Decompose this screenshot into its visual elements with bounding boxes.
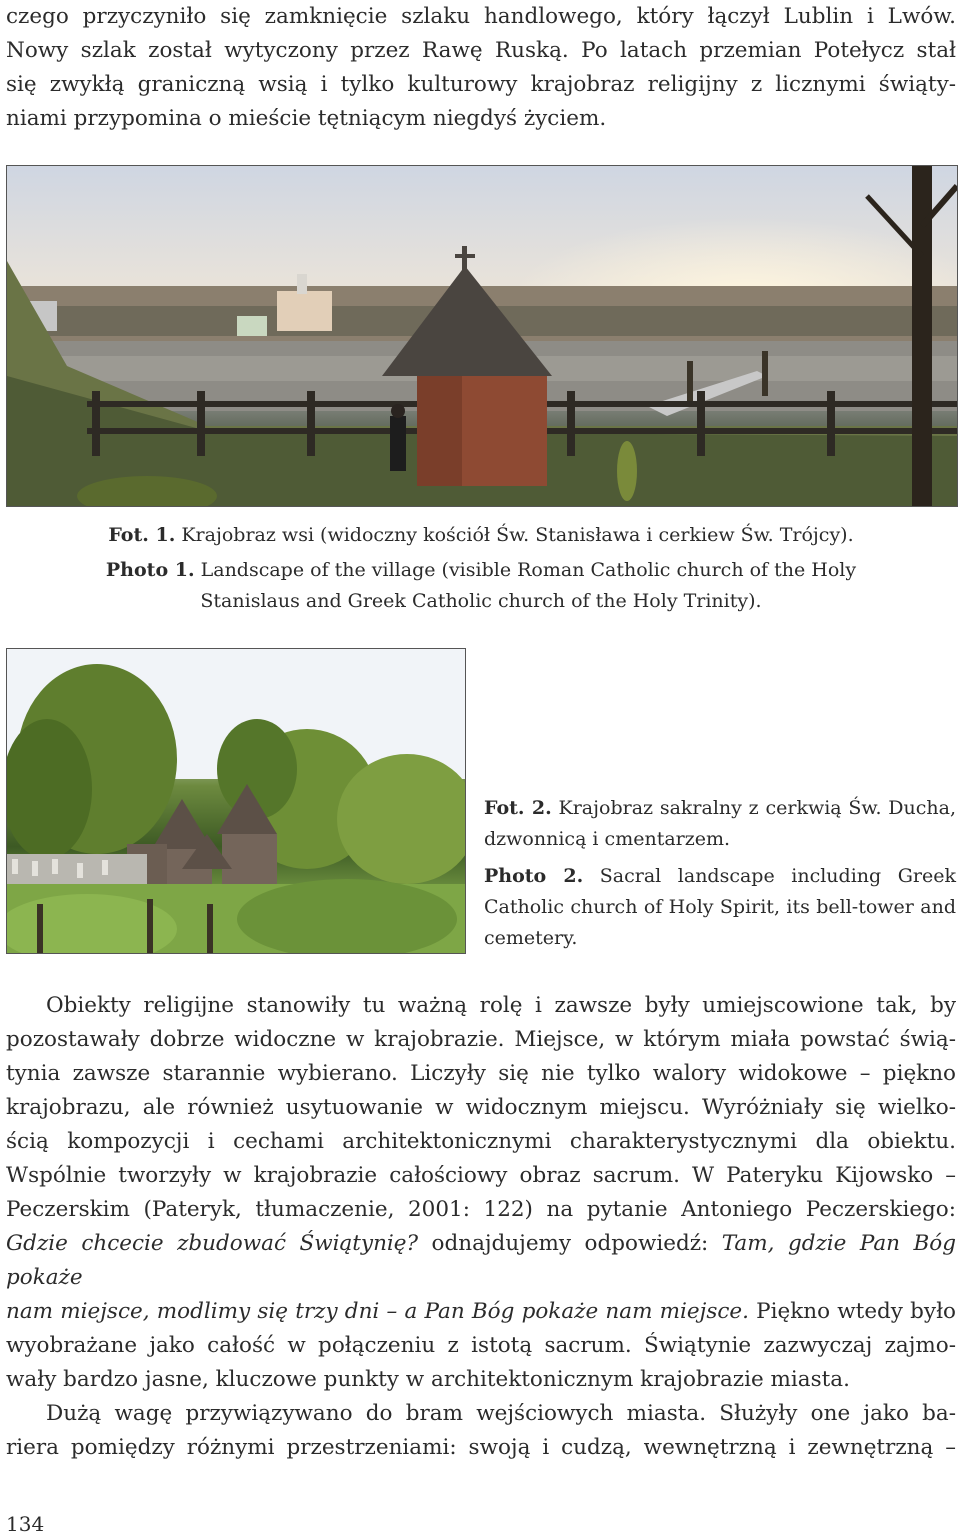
intro-line-3: się zwykłą graniczną wsią i tylko kulturowy krajobraz religijny z licznymi świąty-: [6, 72, 956, 97]
body-p2-line-1: Dużą wagę przywiązywano do bram wejściowych miasta. Służyły one jako ba-: [46, 1401, 956, 1426]
figure-2-caption-en: [484, 861, 956, 954]
figure-2-label-pl: Fot. 2.: [484, 797, 552, 819]
figure-1-caption: [6, 520, 956, 617]
body-p1-line-8: [6, 1227, 956, 1295]
body-p1-line-9: [6, 1295, 956, 1329]
body-paragraph-2: [6, 1397, 956, 1465]
figure-1-caption-en-line-1: [6, 555, 956, 586]
intro-line-1: czego przyczyniło się zamknięcie szlaku handlowego, który łączył Lublin i Lwów.: [6, 4, 956, 29]
figure-1-caption-pl: [6, 520, 956, 551]
figure-1-text-pl: Krajobraz wsi (widoczny kościół Św. Stanisława i cerkiew Św. Trójcy).: [175, 524, 854, 546]
quote-answer-start: Tam, gdzie Pan Bóg pokaże: [6, 1231, 956, 1290]
figure-1-label-en: Photo 1.: [105, 559, 195, 581]
figure-2-text-pl: Krajobraz sakralny z cerkwią Św. Ducha, dzwonnicą i cmentarzem.: [484, 797, 956, 850]
body-p1-line-3: tynia zawsze starannie wybierano. Liczyły się nie tylko walory widokowe – piękno: [6, 1061, 956, 1086]
body-p1-line-2: pozostawały dobrze widoczne w krajobrazie. Miejsce, w którym miała powstać świą-: [6, 1027, 956, 1052]
body-p1-line-4: krajobrazu, ale również usytuowanie w widocznym miejscu. Wyróżniały się wielko-: [6, 1095, 956, 1120]
page-number: 134: [6, 1512, 45, 1536]
photo-village-landscape: [6, 165, 958, 507]
body-text: [6, 989, 956, 1465]
figure-2-text-en: Sacral landscape including Greek Catholic church of Holy Spirit, its bell-tower and cemetery.: [484, 865, 956, 949]
intro-paragraph: [6, 0, 956, 136]
figure-1-text-en-2: Stanislaus and Greek Catholic church of the Holy Trinity).: [200, 590, 762, 612]
intro-line-4: niami przypomina o mieście tętniącym niegdyś życiem.: [6, 106, 607, 131]
body-p1-line-9-text: Piękno wtedy było: [748, 1299, 956, 1324]
body-p1-line-8-text: odnajdujemy odpowiedź:: [418, 1231, 722, 1256]
figure-2-caption: [484, 793, 956, 960]
figure-1-label-pl: Fot. 1.: [108, 524, 176, 546]
body-paragraph-1: [6, 989, 956, 1397]
photo-2-illustration: [7, 649, 465, 953]
quote-answer-end: nam miejsce, modlimy się trzy dni – a Pan Bóg pokaże nam miejsce.: [6, 1299, 749, 1324]
figure-1-text-en-1: Landscape of the village (visible Roman Catholic church of the Holy: [194, 559, 857, 581]
quote-question: Gdzie chcecie zbudować Świątynię?: [6, 1231, 419, 1256]
body-p2-line-2: riera pomiędzy różnymi przestrzeniami: swoją i cudzą, wewnętrzną i zewnętrzną –: [6, 1435, 956, 1460]
photo-1-illustration: [7, 166, 957, 506]
body-p1-line-11: wały bardzo jasne, kluczowe punkty w architektonicznym krajobrazie miasta.: [6, 1367, 850, 1392]
body-p1-line-5: ścią kompozycji i cechami architektonicznymi charakterystycznymi dla obiektu.: [6, 1129, 956, 1154]
photo-sacral-landscape: [6, 648, 466, 954]
figure-2-label-en: Photo 2.: [484, 865, 584, 887]
body-p1-line-7: Peczerskim (Pateryk, tłumaczenie, 2001: 122) na pytanie Antoniego Peczerskiego:: [6, 1197, 956, 1222]
body-p1-line-10: wyobrażane jako całość w połączeniu z istotą sacrum. Świątynie zazwyczaj zajmo-: [6, 1333, 956, 1358]
body-p1-line-1: Obiekty religijne stanowiły tu ważną rolę i zawsze były umiejscowione tak, by: [46, 993, 956, 1018]
figure-2-caption-pl: [484, 793, 956, 855]
intro-line-2: Nowy szlak został wytyczony przez Rawę Ruską. Po latach przemian Potełycz stał: [6, 38, 956, 63]
body-p1-line-6: Wspólnie tworzyły w krajobrazie całościowy obraz sacrum. W Pateryku Kijowsko –: [6, 1163, 956, 1188]
